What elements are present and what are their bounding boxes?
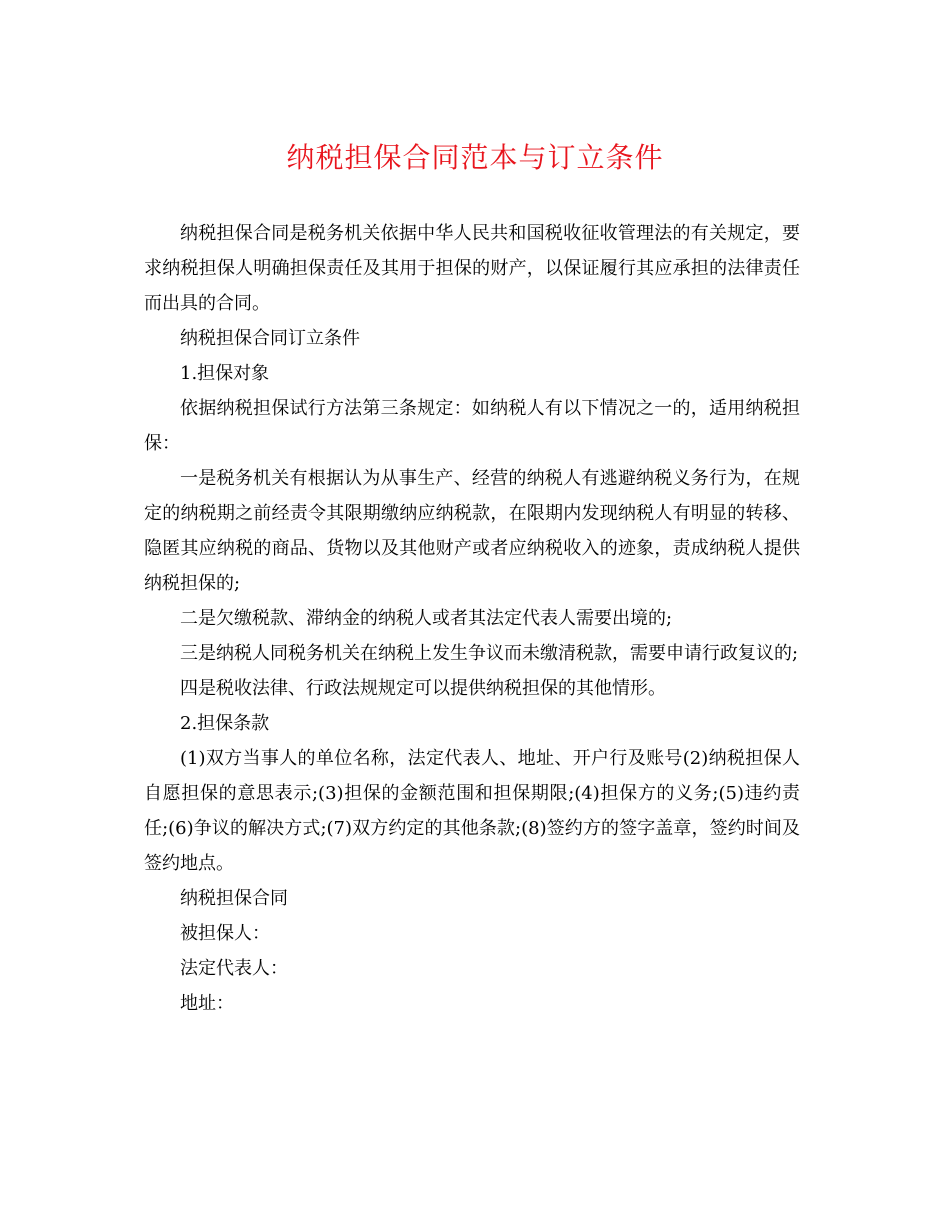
document-body bbox=[144, 216, 800, 1021]
subheading-guarantee-object: 1.担保对象 bbox=[180, 363, 270, 384]
case-three-paragraph: 三是纳税人同税务机关在纳税上发生争议而未缴清税款，需要申请行政复议的; bbox=[180, 643, 799, 664]
case-two-paragraph: 二是欠缴税款、滞纳金的纳税人或者其法定代表人需要出境的; bbox=[180, 608, 673, 629]
contract-heading: 纳税担保合同 bbox=[180, 888, 288, 909]
guaranteed-party-field: 被担保人： bbox=[180, 923, 270, 944]
legal-representative-field: 法定代表人： bbox=[180, 958, 288, 979]
intro-paragraph: 纳税担保合同是税务机关依据中华人民共和国税收征收管理法的有关规定，要求纳税担保人明确担保责任及其用于担保的财产，以保证履行其应承担的法律责任而出具的合同。 bbox=[144, 223, 800, 314]
case-one-paragraph: 一是税务机关有根据认为从事生产、经营的纳税人有逃避纳税义务行为，在规定的纳税期之前经责令其限期缴纳应纳税款，在限期内发现纳税人有明显的转移、隐匿其应纳税的商品、货物以及其他财产或者应纳税收入的迹象，责成纳税人提供纳税担保的; bbox=[144, 468, 800, 594]
document-title: 纳税担保合同范本与订立条件 bbox=[286, 141, 664, 174]
address-field: 地址： bbox=[180, 993, 234, 1014]
section-heading-conditions: 纳税担保合同订立条件 bbox=[180, 328, 360, 349]
case-four-paragraph: 四是税收法律、行政法规规定可以提供纳税担保的其他情形。 bbox=[180, 678, 666, 699]
subheading-guarantee-terms: 2.担保条款 bbox=[180, 713, 270, 734]
terms-list-paragraph: (1)双方当事人的单位名称，法定代表人、地址、开户行及账号(2)纳税担保人自愿担保的意思表示;(3)担保的金额范围和担保期限;(4)担保方的义务;(5)违约责任;(6)争议的解决方式;(7)双方约定的其他条款;(8)签约方的签字盖章，签约时间及签约地点。 bbox=[144, 748, 800, 874]
article-three-paragraph: 依据纳税担保试行方法第三条规定：如纳税人有以下情况之一的，适用纳税担保： bbox=[144, 398, 800, 454]
